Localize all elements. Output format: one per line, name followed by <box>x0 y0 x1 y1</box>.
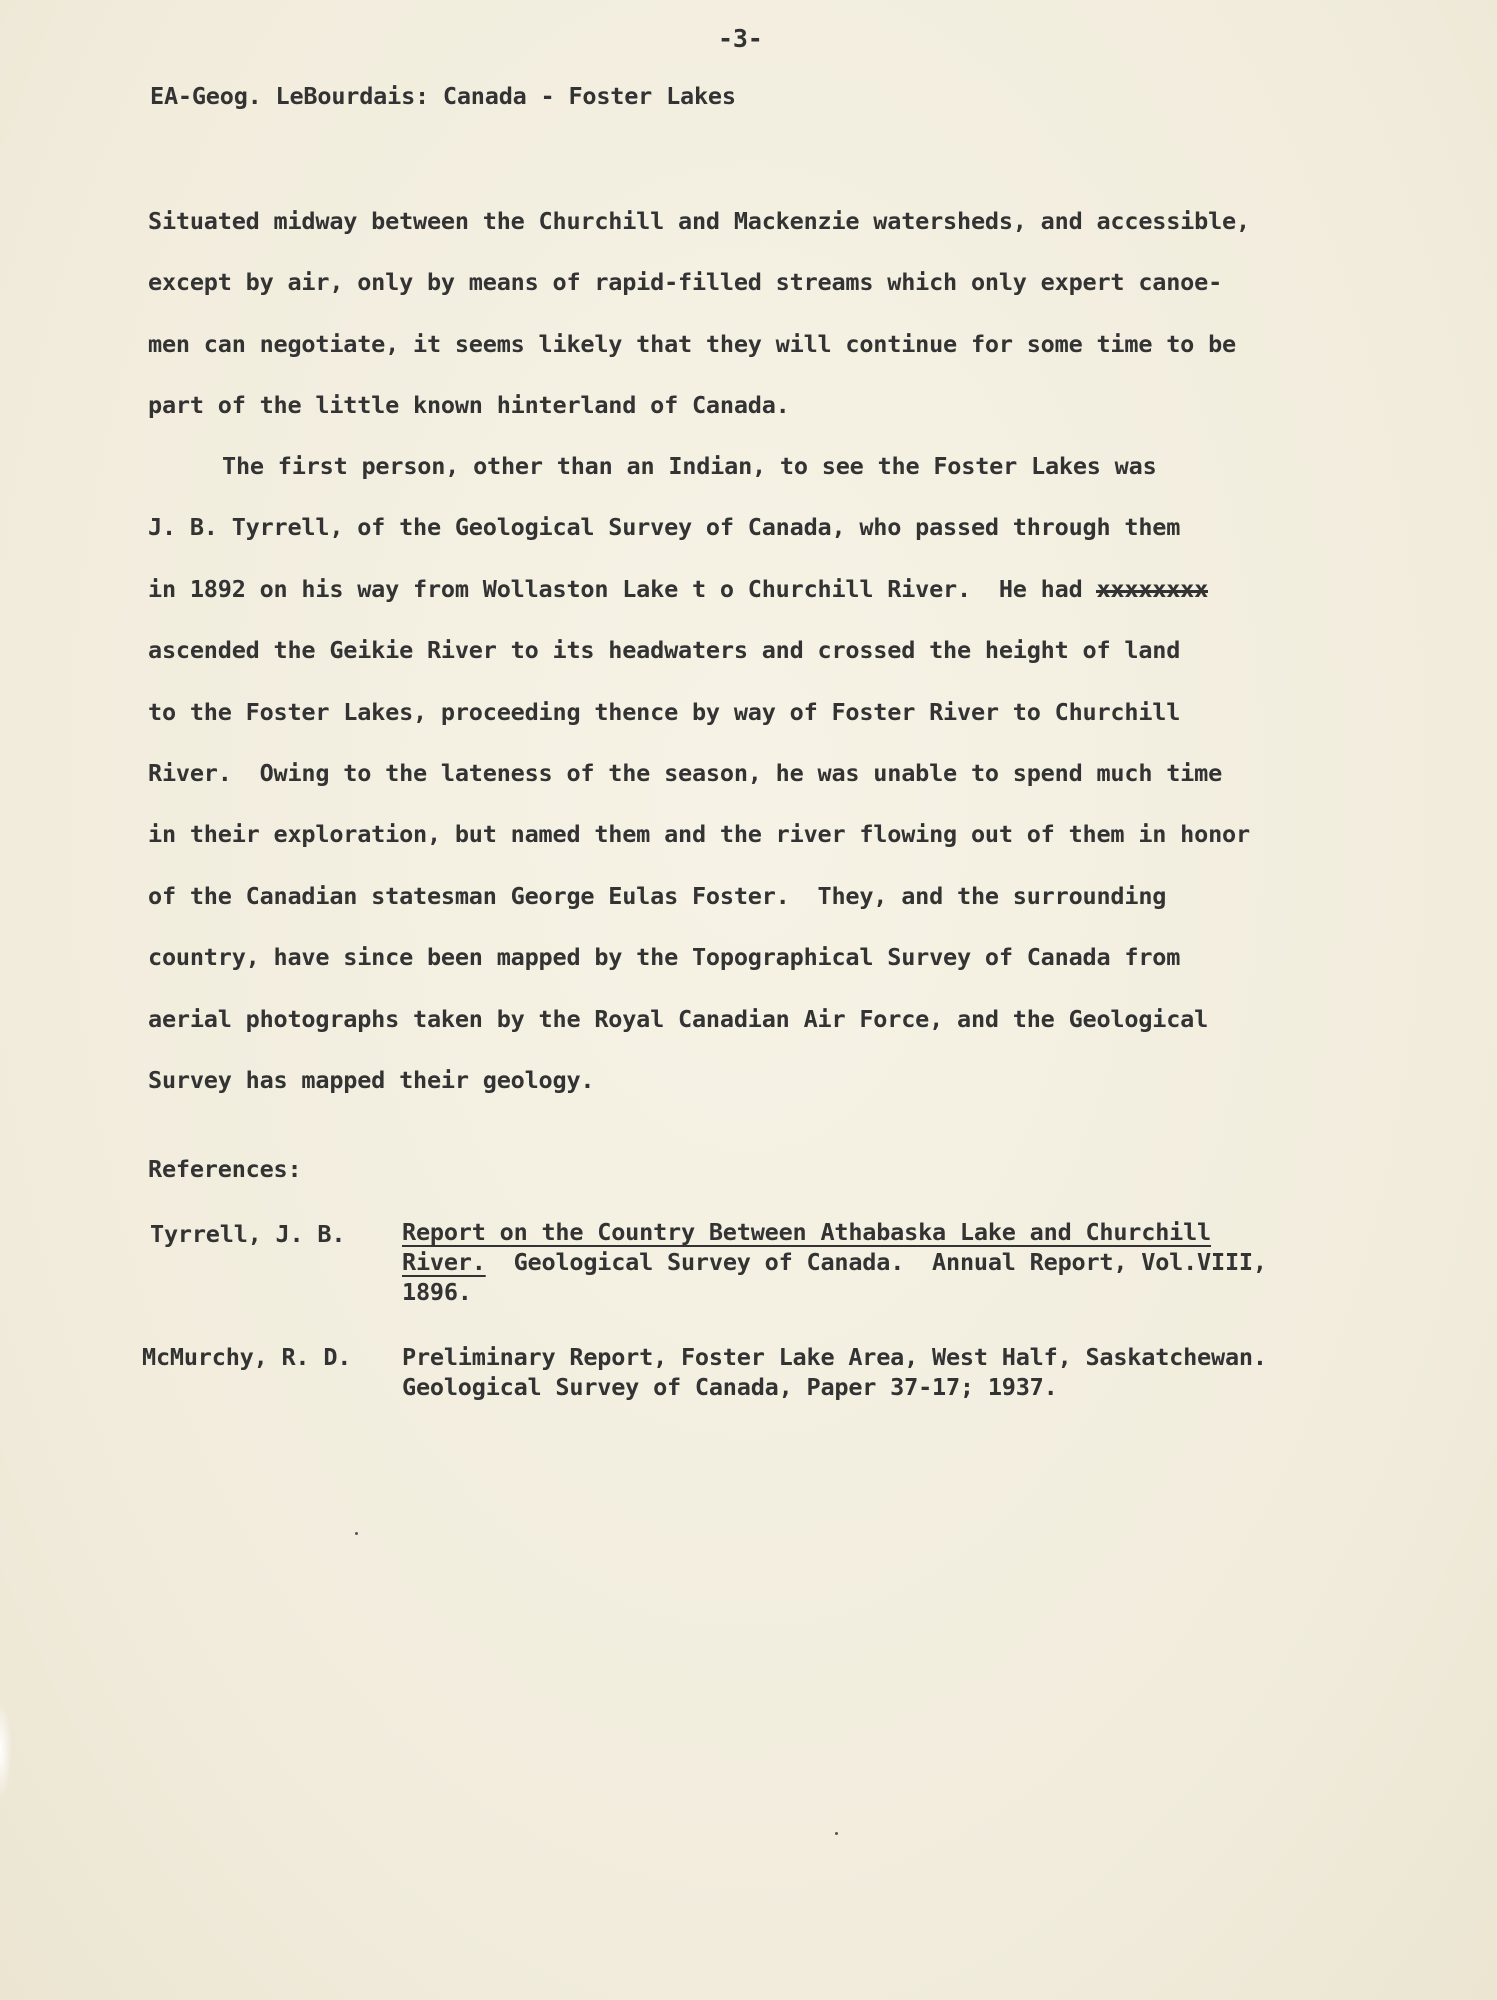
reference-line: Geological Survey of Canada, Paper 37-17; 1937. <box>402 1373 1058 1401</box>
paper-speck <box>355 1532 358 1535</box>
paragraph-line: country, have since been mapped by the Topographical Survey of Canada from <box>148 943 1181 971</box>
paragraph-line: J. B. Tyrrell, of the Geological Survey of Canada, who passed through them <box>148 513 1181 541</box>
paragraph-line: of the Canadian statesman George Eulas Foster. They, and the surrounding <box>148 882 1167 910</box>
paragraph-line: to the Foster Lakes, proceeding thence by way of Foster River to Churchill <box>148 698 1181 726</box>
paragraph-line: Survey has mapped their geology. <box>148 1066 595 1094</box>
paper-edge-highlight <box>0 1700 12 1800</box>
reference-author: McMurchy, R. D. <box>142 1343 352 1371</box>
paragraph-line-text: in 1892 on his way from Wollaston Lake t o Churchill River. He had <box>148 575 1097 603</box>
struck-out-text: xxxxxxxx <box>1096 575 1209 603</box>
paragraph-line: in their exploration, but named them and the river flowing out of them in honor <box>148 820 1250 848</box>
paragraph-line: except by air, only by means of rapid-filled streams which only expert canoe- <box>148 268 1223 296</box>
reference-title: River. <box>402 1248 486 1276</box>
paragraph-line: River. Owing to the lateness of the season, he was unable to spend much time <box>148 759 1223 787</box>
paragraph-line: aerial photographs taken by the Royal Canadian Air Force, and the Geological <box>148 1005 1209 1033</box>
reference-line <box>402 1248 1267 1276</box>
references-heading: References: <box>148 1155 302 1183</box>
paragraph-line: part of the little known hinterland of Canada. <box>148 391 790 419</box>
paragraph-line: The first person, other than an Indian, to see the Foster Lakes was <box>222 452 1157 480</box>
reference-title: Report on the Country Between Athabaska Lake and Churchill <box>402 1218 1211 1246</box>
page-number: -3- <box>718 24 763 53</box>
paragraph-line: Situated midway between the Churchill and Mackenzie watersheds, and accessible, <box>148 207 1250 235</box>
paragraph-line: ascended the Geikie River to its headwaters and crossed the height of land <box>148 636 1181 664</box>
reference-line: Preliminary Report, Foster Lake Area, West Half, Saskatchewan. <box>402 1343 1267 1371</box>
reference-source: Geological Survey of Canada. Annual Report, Vol.VIII, <box>485 1248 1267 1276</box>
reference-author: Tyrrell, J. B. <box>150 1220 346 1248</box>
document-header: EA-Geog. LeBourdais: Canada - Foster Lakes <box>150 82 736 110</box>
reference-year: 1896. <box>402 1278 472 1306</box>
paragraph-line <box>148 575 1208 603</box>
paragraph-line: men can negotiate, it seems likely that they will continue for some time to be <box>148 330 1236 358</box>
paper-speck <box>835 1832 838 1835</box>
